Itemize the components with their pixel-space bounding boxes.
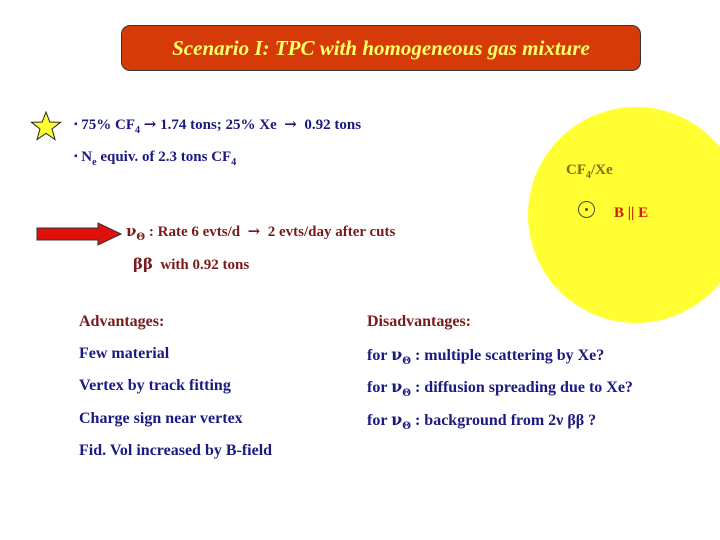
disadvantage-text: : diffusion spreading due to Xe? — [414, 379, 633, 396]
advantage-item: Vertex by track fitting — [79, 377, 231, 394]
rate-text: : Rate 6 evts/d — [148, 224, 241, 240]
nu-symbol: ν — [126, 222, 137, 240]
disadvantage-text: : background from 2ν ββ ? — [414, 412, 597, 429]
subscript: Θ — [402, 388, 411, 399]
arrow-symbol: → — [247, 222, 261, 240]
bullet-text-tons-xe: 0.92 tons — [304, 117, 362, 133]
gas-label-xe: /Xe — [591, 162, 613, 178]
ne-symbol: N — [81, 149, 93, 165]
bullet-text-tons: 1.74 tons; 25% Xe — [160, 117, 277, 133]
bullet-ne-equiv — [74, 149, 236, 166]
slide-title: Scenario I: TPC with homogeneous gas mixture — [121, 25, 641, 71]
field-label: B || E — [614, 205, 649, 221]
right-arrow-icon — [36, 222, 122, 246]
advantages-header: Advantages: — [79, 313, 165, 330]
disadvantage-item — [367, 345, 604, 365]
nu-symbol: ν — [391, 345, 403, 364]
subscript: Θ — [136, 232, 146, 243]
bullet-marker: ▪ — [74, 151, 78, 162]
subscript: 4 — [135, 125, 141, 136]
subscript: Θ — [402, 421, 411, 432]
for-word: for — [367, 412, 388, 429]
arrow-symbol: → — [284, 115, 297, 133]
field-out-of-page-icon — [578, 201, 595, 218]
subscript: 4 — [586, 170, 591, 181]
arrow-symbol: → — [143, 115, 157, 133]
for-word: for — [367, 379, 388, 396]
nu-symbol: ν — [391, 410, 403, 429]
for-word: for — [367, 347, 388, 364]
gas-label — [566, 162, 613, 179]
subscript: 4 — [231, 157, 237, 168]
bullet-text-pct: 75% CF — [81, 117, 136, 133]
bb-line — [133, 255, 249, 274]
rate-after-cuts: 2 evts/day after cuts — [267, 224, 396, 240]
disadvantage-text: : multiple scattering by Xe? — [414, 347, 605, 364]
bullet-composition — [74, 115, 361, 134]
disadvantage-item — [367, 377, 633, 397]
subscript: Θ — [402, 356, 411, 367]
advantage-item: Few material — [79, 345, 170, 362]
advantage-item: Fid. Vol increased by B-field — [79, 442, 273, 459]
subscript: e — [92, 157, 97, 168]
star-icon — [30, 110, 62, 142]
disadvantage-item — [367, 410, 596, 430]
disadvantages-header: Disadvantages: — [367, 313, 472, 330]
beta-beta-symbol: ββ — [133, 255, 153, 273]
advantage-item: Charge sign near vertex — [79, 410, 243, 427]
bullet-marker: ▪ — [74, 119, 78, 130]
gas-label-cf: CF — [566, 162, 586, 178]
bb-text: with 0.92 tons — [160, 257, 250, 273]
nu-symbol: ν — [391, 377, 403, 396]
rate-line — [126, 222, 395, 241]
bullet-text: equiv. of 2.3 tons CF — [100, 149, 232, 165]
